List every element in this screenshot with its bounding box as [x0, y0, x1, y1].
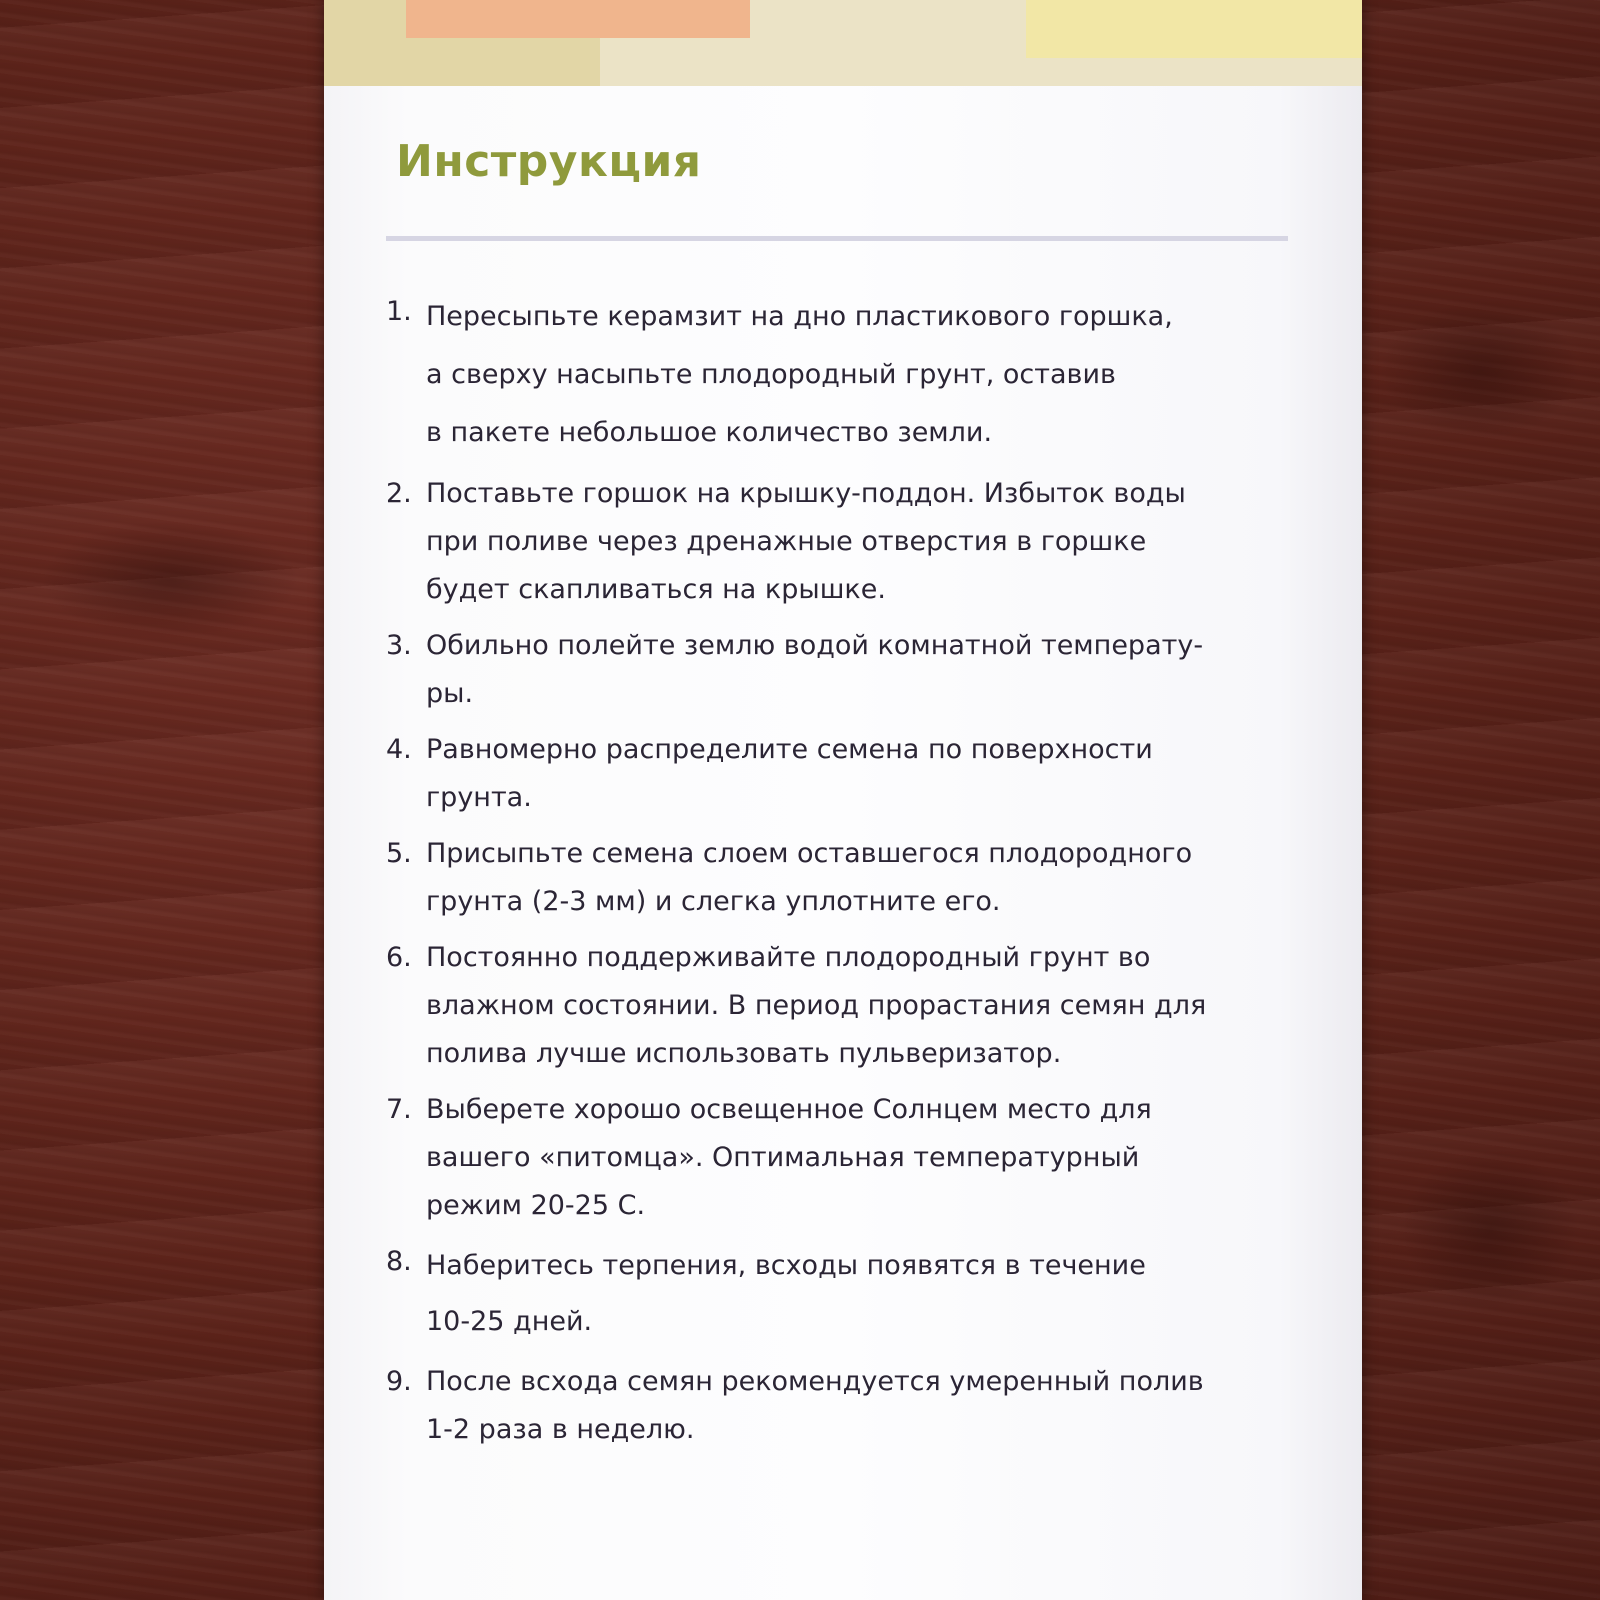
step-number: 6.: [386, 942, 412, 973]
wood-texture-knot: [1380, 300, 1580, 440]
step-number: 4.: [386, 734, 412, 765]
step-text-line: Выберете хорошо освещенное Солнцем место для: [426, 1094, 1152, 1125]
instruction-step: [386, 726, 1286, 822]
wood-texture-knot: [1400, 1150, 1580, 1310]
step-text-line: при поливе через дренажные отверстия в горшке: [426, 526, 1147, 557]
step-text-line: грунта.: [426, 782, 532, 813]
step-text-line: полива лучше использовать пульверизатор.: [426, 1038, 1062, 1069]
step-text-line: Равномерно распределите семена по поверхности: [426, 734, 1153, 765]
step-text-line: Постоянно поддерживайте плодородный грунт во: [426, 942, 1151, 973]
wood-texture-knot: [40, 520, 300, 640]
step-text-line: Наберитесь терпения, всходы появятся в течение: [426, 1250, 1146, 1281]
instruction-step: [386, 934, 1286, 1078]
instruction-step: [386, 470, 1286, 614]
step-number: 9.: [386, 1366, 412, 1397]
instruction-step: [386, 1358, 1286, 1454]
step-text-line: Поставьте горшок на крышку-поддон. Избыток воды: [426, 478, 1186, 509]
step-text-line: влажном состоянии. В период прорастания семян для: [426, 990, 1207, 1021]
title-divider: [386, 236, 1288, 241]
step-text-line: ры.: [426, 678, 474, 709]
step-text-line: вашего «питомца». Оптимальная температурный: [426, 1142, 1140, 1173]
instruction-step: [386, 288, 1286, 462]
step-text-line: 1-2 раза в неделю.: [426, 1414, 695, 1445]
instruction-step: [386, 622, 1286, 718]
instruction-steps: [386, 288, 1286, 1462]
step-text-line: После всхода семян рекомендуется умеренный полив: [426, 1366, 1204, 1397]
step-text-line: а сверху насыпьте плодородный грунт, оставив: [426, 359, 1116, 390]
step-text-line: 10-25 дней.: [426, 1306, 593, 1337]
page-title: Инструкция: [396, 136, 702, 187]
step-text-line: Присыпьте семена слоем оставшегося плодородного: [426, 838, 1193, 869]
step-text-line: грунта (2-3 мм) и слегка уплотните его.: [426, 886, 1001, 917]
step-text-line: в пакете небольшое количество земли.: [426, 417, 993, 448]
step-number: 7.: [386, 1094, 412, 1125]
step-number: 5.: [386, 838, 412, 869]
step-number: 1.: [386, 296, 412, 327]
step-text-line: режим 20-25 С.: [426, 1190, 646, 1221]
step-text-line: Обильно полейте землю водой комнатной температу-: [426, 630, 1204, 661]
step-text-line: будет скапливаться на крышке.: [426, 574, 886, 605]
decorative-banner: [324, 0, 1362, 86]
banner-block-salmon: [406, 0, 750, 38]
step-number: 8.: [386, 1246, 412, 1277]
step-text-line: Пересыпьте керамзит на дно пластикового горшка,: [426, 301, 1173, 332]
banner-block-yellow: [1026, 0, 1362, 58]
step-number: 2.: [386, 478, 412, 509]
step-number: 3.: [386, 630, 412, 661]
instruction-leaflet: [324, 0, 1362, 1600]
instruction-step: [386, 830, 1286, 926]
instruction-step: [386, 1086, 1286, 1230]
instruction-step: [386, 1238, 1286, 1350]
